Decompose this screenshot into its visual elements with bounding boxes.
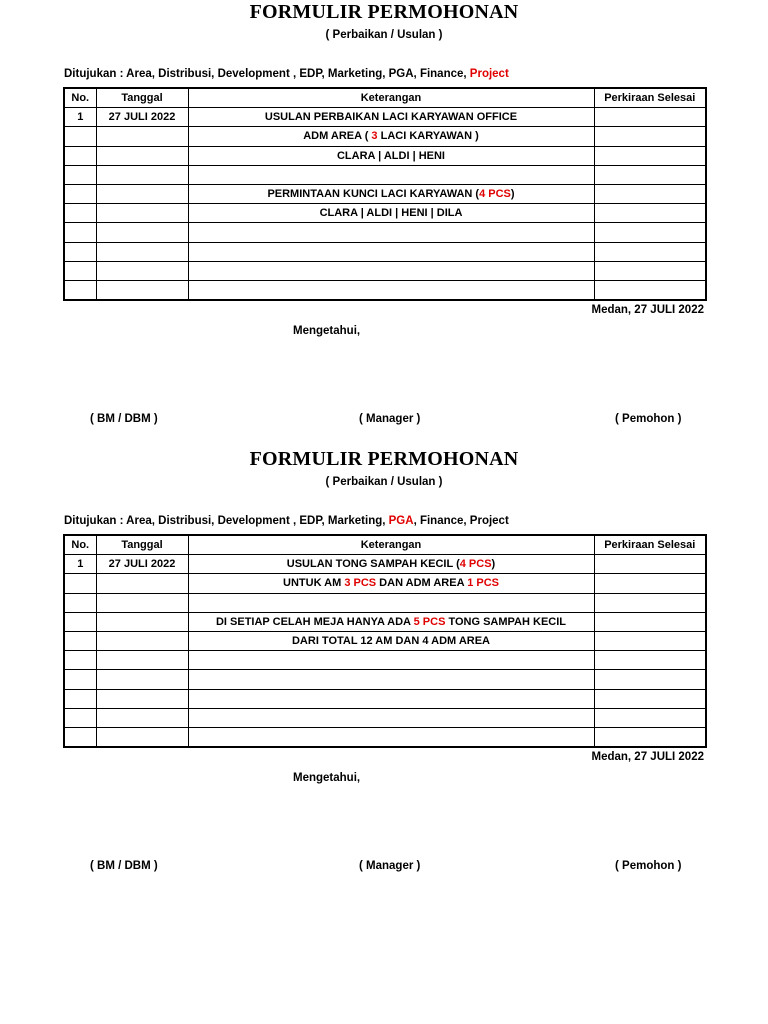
cell-tanggal xyxy=(96,146,188,165)
cell-no xyxy=(64,631,96,650)
cell-tanggal xyxy=(96,204,188,223)
cell-no xyxy=(64,574,96,593)
cell-no xyxy=(64,708,96,727)
cell-tanggal xyxy=(96,612,188,631)
cell-keterangan xyxy=(188,670,594,689)
cell-no xyxy=(64,261,96,280)
header-perkiraan-selesai: Perkiraan Selesai xyxy=(594,535,706,555)
cell-keterangan xyxy=(188,574,594,593)
cell-tanggal xyxy=(96,670,188,689)
table-row xyxy=(64,670,706,689)
cell-perkiraan-selesai xyxy=(594,184,706,203)
cell-perkiraan-selesai xyxy=(594,261,706,280)
keterangan-text: ) xyxy=(491,558,496,571)
cell-keterangan xyxy=(188,612,594,631)
table-row xyxy=(64,689,706,708)
table-row xyxy=(64,204,706,223)
header-keterangan: Keterangan xyxy=(188,535,594,555)
table-row xyxy=(64,280,706,300)
cell-no xyxy=(64,184,96,203)
cell-perkiraan-selesai xyxy=(594,242,706,261)
cell-perkiraan-selesai xyxy=(594,651,706,670)
form-subtitle: ( Perbaikan / Usulan ) xyxy=(325,476,443,488)
form-subtitle: ( Perbaikan / Usulan ) xyxy=(325,29,443,41)
cell-tanggal xyxy=(96,280,188,300)
keterangan-text: USULAN PERBAIKAN LACI KARYAWAN OFFICE xyxy=(264,111,518,124)
cell-keterangan xyxy=(188,127,594,146)
cell-tanggal xyxy=(96,574,188,593)
keterangan-highlight: 5 PCS xyxy=(413,615,446,628)
cell-no xyxy=(64,204,96,223)
cell-keterangan xyxy=(188,242,594,261)
addressed-to-text-suffix: , Finance, Project xyxy=(413,515,509,527)
signature-bm-dbm: ( BM / DBM ) xyxy=(90,413,158,425)
cell-perkiraan-selesai xyxy=(594,612,706,631)
addressed-to-line xyxy=(64,513,509,529)
table-row xyxy=(64,127,706,146)
cell-keterangan xyxy=(188,184,594,203)
cell-perkiraan-selesai xyxy=(594,223,706,242)
cell-tanggal: 27 JULI 2022 xyxy=(96,108,188,127)
table-row xyxy=(64,555,706,574)
header-keterangan: Keterangan xyxy=(188,88,594,108)
cell-perkiraan-selesai xyxy=(594,574,706,593)
signature-manager: ( Manager ) xyxy=(359,860,421,872)
cell-keterangan xyxy=(188,165,594,184)
cell-tanggal xyxy=(96,631,188,650)
cell-keterangan xyxy=(188,555,594,574)
table-row xyxy=(64,593,706,612)
cell-perkiraan-selesai xyxy=(594,727,706,747)
cell-no xyxy=(64,612,96,631)
signature-pemohon: ( Pemohon ) xyxy=(615,413,682,425)
place-date: Medan, 27 JULI 2022 xyxy=(591,751,704,763)
keterangan-text: PERMINTAAN KUNCI LACI KARYAWAN ( xyxy=(267,188,480,201)
addressed-to-text: Ditujukan : Area, Distribusi, Development , EDP, Marketing, xyxy=(64,515,389,527)
cell-tanggal xyxy=(96,708,188,727)
keterangan-text: UNTUK AM xyxy=(283,577,345,590)
table-row xyxy=(64,146,706,165)
cell-tanggal xyxy=(96,727,188,747)
cell-no xyxy=(64,165,96,184)
cell-keterangan xyxy=(188,280,594,300)
cell-no: 1 xyxy=(64,555,96,574)
cell-no xyxy=(64,689,96,708)
keterangan-text: ) xyxy=(510,188,515,201)
keterangan-highlight: 1 PCS xyxy=(467,577,499,590)
addressed-to-highlight: PGA xyxy=(388,515,414,527)
keterangan-highlight: 3 PCS xyxy=(344,577,377,590)
header-tanggal: Tanggal xyxy=(96,535,188,555)
cell-keterangan xyxy=(188,146,594,165)
cell-no xyxy=(64,146,96,165)
table-row xyxy=(64,612,706,631)
cell-tanggal xyxy=(96,261,188,280)
cell-keterangan xyxy=(188,689,594,708)
request-form-2 xyxy=(0,447,768,894)
cell-keterangan xyxy=(188,727,594,747)
table-row xyxy=(64,651,706,670)
cell-perkiraan-selesai xyxy=(594,689,706,708)
request-form-1 xyxy=(0,0,768,447)
cell-tanggal: 27 JULI 2022 xyxy=(96,555,188,574)
cell-no xyxy=(64,651,96,670)
cell-no xyxy=(64,727,96,747)
header-no: No. xyxy=(64,88,96,108)
keterangan-highlight: 4 PCS xyxy=(479,188,511,201)
cell-keterangan xyxy=(188,651,594,670)
signature-bm-dbm: ( BM / DBM ) xyxy=(90,860,158,872)
keterangan-text: LACI KARYAWAN ) xyxy=(377,130,479,143)
keterangan-highlight: 4 PCS xyxy=(459,558,492,571)
cell-perkiraan-selesai xyxy=(594,708,706,727)
keterangan-text: DI SETIAP CELAH MEJA HANYA ADA xyxy=(215,615,414,628)
cell-no xyxy=(64,670,96,689)
cell-no: 1 xyxy=(64,108,96,127)
cell-perkiraan-selesai xyxy=(594,593,706,612)
form-title: FORMULIR PERMOHONAN xyxy=(249,448,519,470)
table-row xyxy=(64,223,706,242)
table-header-row xyxy=(64,88,706,108)
cell-perkiraan-selesai xyxy=(594,108,706,127)
form-title: FORMULIR PERMOHONAN xyxy=(249,1,519,23)
table-row xyxy=(64,574,706,593)
cell-perkiraan-selesai xyxy=(594,165,706,184)
header-no: No. xyxy=(64,535,96,555)
table-row xyxy=(64,261,706,280)
addressed-to-highlight: Project xyxy=(469,68,509,80)
table-row xyxy=(64,108,706,127)
cell-no xyxy=(64,223,96,242)
cell-tanggal xyxy=(96,127,188,146)
acknowledged-label: Mengetahui, xyxy=(293,772,361,784)
cell-keterangan xyxy=(188,108,594,127)
header-perkiraan-selesai: Perkiraan Selesai xyxy=(594,88,706,108)
keterangan-text: TONG SAMPAH KECIL xyxy=(445,615,567,628)
cell-tanggal xyxy=(96,165,188,184)
cell-no xyxy=(64,242,96,261)
cell-keterangan xyxy=(188,593,594,612)
header-tanggal: Tanggal xyxy=(96,88,188,108)
keterangan-text: CLARA | ALDI | HENI xyxy=(336,149,445,162)
keterangan-text: DAN ADM AREA xyxy=(376,577,468,590)
signature-manager: ( Manager ) xyxy=(359,413,421,425)
cell-perkiraan-selesai xyxy=(594,280,706,300)
cell-perkiraan-selesai xyxy=(594,631,706,650)
cell-keterangan xyxy=(188,223,594,242)
keterangan-text: DARI TOTAL 12 AM DAN 4 ADM AREA xyxy=(291,635,490,648)
request-table xyxy=(63,87,707,301)
cell-tanggal xyxy=(96,593,188,612)
cell-perkiraan-selesai xyxy=(594,146,706,165)
cell-perkiraan-selesai xyxy=(594,127,706,146)
cell-keterangan xyxy=(188,204,594,223)
cell-tanggal xyxy=(96,689,188,708)
addressed-to-text: Ditujukan : Area, Distribusi, Development , EDP, Marketing, PGA, Finance, xyxy=(64,68,470,80)
cell-perkiraan-selesai xyxy=(594,204,706,223)
cell-no xyxy=(64,280,96,300)
request-table xyxy=(63,534,707,748)
cell-keterangan xyxy=(188,708,594,727)
cell-keterangan xyxy=(188,631,594,650)
signature-pemohon: ( Pemohon ) xyxy=(615,860,682,872)
cell-tanggal xyxy=(96,223,188,242)
table-body xyxy=(64,108,706,300)
cell-perkiraan-selesai xyxy=(594,555,706,574)
keterangan-text: USULAN TONG SAMPAH KECIL ( xyxy=(286,558,460,571)
table-row xyxy=(64,184,706,203)
table-body xyxy=(64,555,706,747)
cell-keterangan xyxy=(188,261,594,280)
keterangan-text: CLARA | ALDI | HENI | DILA xyxy=(319,207,463,220)
table-row xyxy=(64,708,706,727)
keterangan-text: ADM AREA ( xyxy=(303,130,372,143)
table-header-row xyxy=(64,535,706,555)
table-row xyxy=(64,631,706,650)
table-row xyxy=(64,165,706,184)
cell-perkiraan-selesai xyxy=(594,670,706,689)
cell-tanggal xyxy=(96,242,188,261)
acknowledged-label: Mengetahui, xyxy=(293,325,361,337)
cell-tanggal xyxy=(96,651,188,670)
table-row xyxy=(64,727,706,747)
table-row xyxy=(64,242,706,261)
addressed-to-line xyxy=(64,66,509,82)
cell-tanggal xyxy=(96,184,188,203)
cell-no xyxy=(64,593,96,612)
place-date: Medan, 27 JULI 2022 xyxy=(591,304,704,316)
keterangan-highlight: 3 xyxy=(371,130,378,143)
cell-no xyxy=(64,127,96,146)
